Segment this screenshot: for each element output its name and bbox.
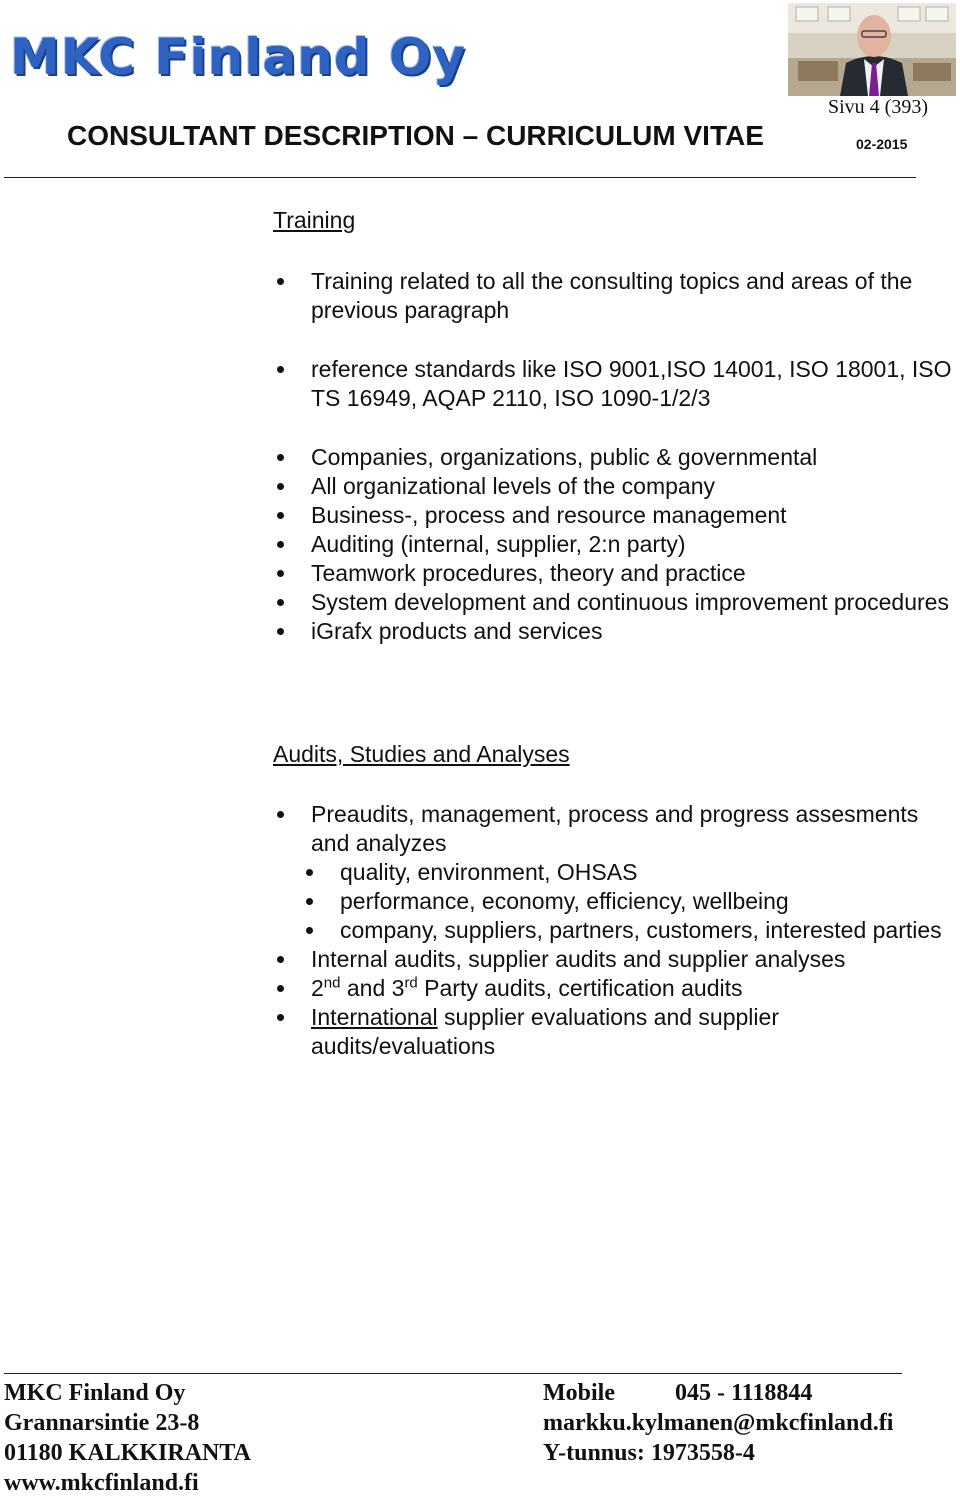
company-logo: MKC Finland Oy	[10, 28, 467, 86]
international-rest: supplier evaluations and supplier audits/evaluations	[311, 1004, 779, 1059]
list-item: Preaudits, management, process and progress assesments and analyzes	[273, 800, 960, 858]
list-item: All organizational levels of the company	[273, 472, 960, 501]
party-audits-text: Party audits, certification audits	[417, 975, 743, 1001]
ordinal-suffix: rd	[404, 974, 418, 992]
footer-street: Grannarsintie 23-8	[4, 1410, 200, 1436]
footer-divider	[4, 1373, 902, 1374]
consultant-photo	[788, 3, 956, 96]
page-number: Sivu 4 (393)	[828, 96, 928, 118]
audits-list	[273, 800, 960, 1061]
footer-company: MKC Finland Oy	[4, 1380, 186, 1406]
footer-mobile	[543, 1378, 893, 1408]
ordinal-text: and 3	[340, 975, 405, 1001]
list-item: Teamwork procedures, theory and practice	[273, 559, 960, 588]
section-title-training: Training	[273, 207, 356, 233]
sub-list-item: performance, economy, efficiency, wellbeing	[273, 887, 960, 916]
footer-website[interactable]: www.mkcfinland.fi	[4, 1470, 199, 1496]
mobile-label: Mobile	[543, 1380, 615, 1406]
list-item: iGrafx products and services	[273, 617, 960, 646]
document-date: 02-2015	[856, 136, 908, 152]
list-item: Training related to all the consulting topics and areas of the previous paragraph	[273, 267, 960, 325]
list-item	[273, 974, 960, 1003]
ordinal-number: 2	[311, 975, 324, 1001]
list-item: Internal audits, supplier audits and supplier analyses	[273, 945, 960, 974]
mobile-number: 045 - 1118844	[675, 1380, 813, 1406]
section-title-audits: Audits, Studies and Analyses	[273, 741, 570, 767]
list-item	[273, 1003, 960, 1061]
training-list	[273, 267, 960, 646]
document-title: CONSULTANT DESCRIPTION – CURRICULUM VITAE	[67, 120, 764, 151]
list-item: Auditing (internal, supplier, 2:n party)	[273, 530, 960, 559]
international-word: International	[311, 1004, 438, 1030]
footer-business-id: Y-tunnus: 1973558-4	[543, 1440, 755, 1466]
list-item: Companies, organizations, public & governmental	[273, 443, 960, 472]
footer-email[interactable]: markku.kylmanen@mkcfinland.fi	[543, 1410, 894, 1436]
sub-list-item: company, suppliers, partners, customers, interested parties	[273, 916, 960, 945]
footer-right	[543, 1378, 893, 1468]
list-item: Business-, process and resource management	[273, 501, 960, 530]
sub-list-item: quality, environment, OHSAS	[273, 858, 960, 887]
ordinal-suffix: nd	[323, 974, 341, 992]
footer-left	[4, 1378, 251, 1498]
list-item: System development and continuous improvement procedures	[273, 588, 960, 617]
list-item: reference standards like ISO 9001,ISO 14001, ISO 18001, ISO TS 16949, AQAP 2110, ISO 1090-1/2/3	[273, 355, 960, 413]
footer-postal: 01180 KALKKIRANTA	[4, 1440, 251, 1466]
header-divider	[4, 177, 916, 178]
